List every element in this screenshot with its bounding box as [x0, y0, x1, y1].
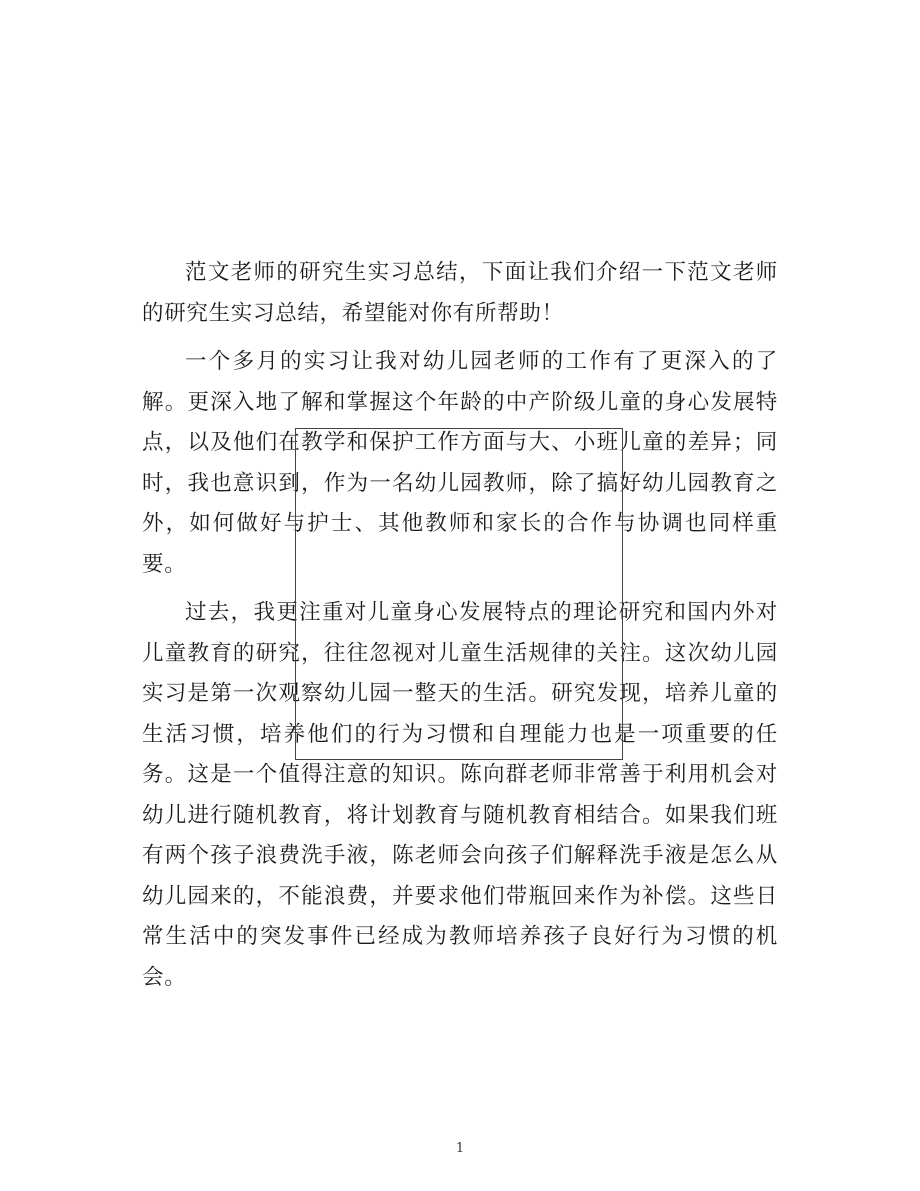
- document-body: [142, 253, 778, 1006]
- page-number: 1: [455, 1141, 465, 1156]
- paragraph-daily-life-education: 过去，我更注重对儿童身心发展特点的理论研究和国内外对儿童教育的研究，往往忽视对儿童生活规律的关注。这次幼儿园实习是第一次观察幼儿园一整天的生活。研究发现，培养儿童的生活习惯，培养他们的行为习惯和自理能力也是一项重要的任务。这是一个值得注意的知识。陈向群老师非常善于利用机会对幼儿进行随机教育，将计划教育与随机教育相结合。如果我们班有两个孩子浪费洗手液，陈老师会向孩子们解释洗手液是怎么从幼儿园来的，不能浪费，并要求他们带瓶回来作为补偿。这些日常生活中的突发事件已经成为教师培养孩子良好行为习惯的机会。: [142, 600, 778, 990]
- paragraph-intro: 范文老师的研究生实习总结，下面让我们介绍一下范文老师的研究生实习总结，希望能对你有所帮助！: [142, 260, 778, 326]
- paragraph-internship-understanding: 一个多月的实习让我对幼儿园老师的工作有了更深入的了解。更深入地了解和掌握这个年龄的中产阶级儿童的身心发展特点，以及他们在教学和保护工作方面与大、小班儿童的差异；同时，我也意识到，作为一名幼儿园教师，除了搞好幼儿园教育之外，如何做好与护士、其他教师和家长的合作与协调也同样重要。: [142, 349, 778, 577]
